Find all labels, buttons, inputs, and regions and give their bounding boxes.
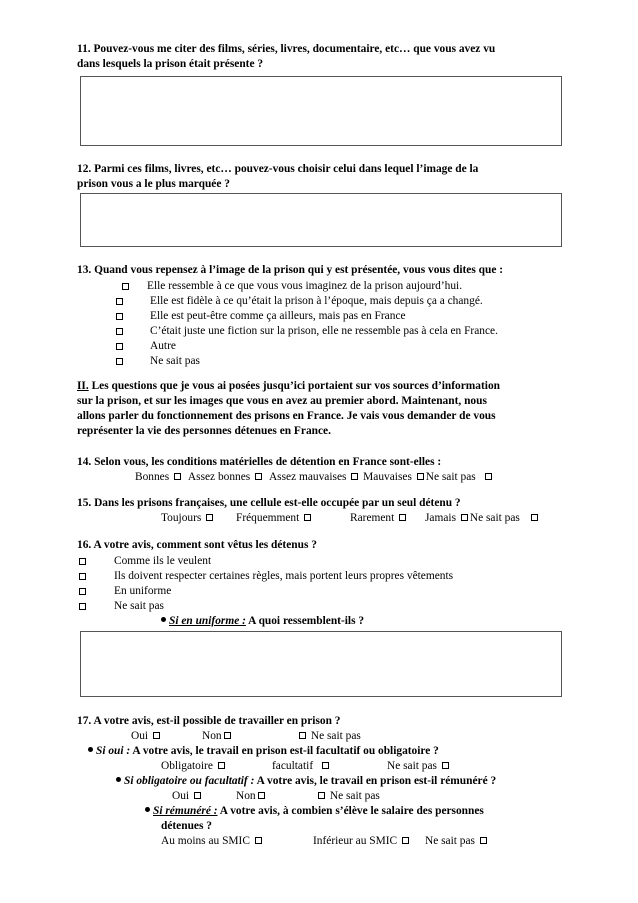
q17-sub2-option-3[interactable]: Ne sait pas: [316, 789, 380, 804]
checkbox-icon[interactable]: [79, 588, 86, 595]
checkbox-icon[interactable]: [461, 514, 468, 521]
checkbox-icon[interactable]: [116, 313, 123, 320]
q16-answer-box[interactable]: [80, 631, 562, 697]
bullet-icon: [88, 747, 93, 752]
checkbox-icon[interactable]: [442, 762, 449, 769]
q14-option-2[interactable]: Assez bonnes: [188, 471, 264, 483]
section2-line2: sur la prison, et sur les images que vous en avez au premier abord. Maintenant, nous: [77, 395, 487, 407]
q17-title: 17. A votre avis, est-il possible de travailler en prison ?: [77, 715, 341, 727]
q15-option-3[interactable]: Rarement: [350, 511, 408, 526]
q17-sub3-option-1[interactable]: Au moins au SMIC: [161, 834, 264, 849]
q17-option-1[interactable]: Oui: [131, 729, 162, 744]
q15-option-1[interactable]: Toujours: [161, 511, 215, 526]
q17-sub1-option-3[interactable]: Ne sait pas: [387, 759, 451, 774]
checkbox-icon[interactable]: [255, 473, 262, 480]
q17-sub1-option-2[interactable]: facultatif: [272, 759, 331, 774]
questionnaire-page: 11. Pouvez-vous me citer des films, séries, livres, documentaire, etc… que vous avez vu dans lesquels la prison était présente ? 12. Parmi ces films, livres, etc… pouvez-vous choisir celui dans lequel l’image de la prison vous a le plus marquée ? 13. Quand vous repensez à l’image de la prison qui y est présentée, vous vous dites que : Elle ressemble à ce que vous vous imaginez de la prison aujourd’hui. Elle est fidèle à ce qu’était la prison à l’époque, mais depuis ça a changé. Elle est peut-être comme ça ailleurs, mais pas en France C’était juste une fiction sur la prison, elle ne ressemble pas à cela en France. Autre Ne sait pas II. Les questions que je vous ai posées jusqu’ici portaient sur vos sources d’information sur la prison, et sur les images que vous en avez au premier abord. Maintenant, nous allons parler du fonctionnement des prisons en France. Je vais vous demander de vous représenter la vie des personnes détenues en France. 14. Selon vous, les conditions matérielles de détention en France sont-elles : Bonnes Assez bonnes Assez mauvaises Mauvaises Ne sait pas 15. Dans les prisons françaises, une cellule est-elle occupée par un seul détenu ? Toujours Fréquemment Rarement Jamais Ne sait pas 16. A votre avis, comment sont vêtus les détenus ? Comme ils le veulent Ils doivent respecter certaines règles, mais portent leurs propres vêtements En uniforme Ne sait pas Si en uniforme : A quoi ressemblent-ils ? 17. A votre avis, est-il possible de travailler en prison ? Oui Non Ne sait pas Si oui : A votre avis, le travail en prison est-il facultatif ou obligatoire ? Obligatoire facultatif Ne sait pas Si obligatoire ou facultatif : A votre avis, le travail en prison est-il rémunéré ? Oui Non Ne sait pas Si rémunéré : A votre avis, à combien s’élève le salaire des personnes détenues ? Au moins au SMIC Inférieur au SMIC Ne sait pas: [0, 0, 638, 903]
checkbox-icon[interactable]: [116, 358, 123, 365]
q15-option-2[interactable]: Fréquemment: [236, 511, 313, 526]
checkbox-icon[interactable]: [218, 762, 225, 769]
checkbox-icon[interactable]: [480, 837, 487, 844]
checkbox-icon[interactable]: [351, 473, 358, 480]
checkbox-icon[interactable]: [299, 732, 306, 739]
checkbox-icon[interactable]: [417, 473, 424, 480]
checkbox-icon[interactable]: [116, 343, 123, 350]
section2-line3: allons parler du fonctionnement des prisons en France. Je vais vous demander de vous: [77, 410, 496, 422]
q17-sub3-line2: détenues ?: [161, 820, 212, 832]
q17-sub1-option-1[interactable]: Obligatoire: [161, 759, 227, 774]
q16-title: 16. A votre avis, comment sont vêtus les détenus ?: [77, 539, 317, 551]
checkbox-icon[interactable]: [206, 514, 213, 521]
checkbox-icon[interactable]: [79, 603, 86, 610]
bullet-icon: [145, 807, 150, 812]
q14-option-4[interactable]: Mauvaises: [363, 471, 426, 483]
bullet-icon: [116, 777, 121, 782]
checkbox-icon[interactable]: [79, 558, 86, 565]
q17-sub3: Si rémunéré : A votre avis, à combien s’élève le salaire des personnes: [145, 804, 484, 819]
checkbox-icon[interactable]: [122, 283, 129, 290]
checkbox-icon[interactable]: [116, 298, 123, 305]
q17-option-2[interactable]: Non: [202, 729, 233, 744]
q14-option-5[interactable]: Ne sait pas: [426, 471, 494, 483]
q17-sub2-option-1[interactable]: Oui: [172, 789, 203, 804]
checkbox-icon[interactable]: [485, 473, 492, 480]
checkbox-icon[interactable]: [322, 762, 329, 769]
checkbox-icon[interactable]: [399, 514, 406, 521]
section2-line1: II. Les questions que je vous ai posées jusqu’ici portaient sur vos sources d’information: [77, 380, 500, 392]
q14-title: 14. Selon vous, les conditions matérielles de détention en France sont-elles :: [77, 456, 442, 468]
q14-option-3[interactable]: Assez mauvaises: [269, 471, 360, 483]
q11-answer-box[interactable]: [80, 76, 562, 146]
checkbox-icon[interactable]: [224, 732, 231, 739]
checkbox-icon[interactable]: [258, 792, 265, 799]
q16-subquestion: Si en uniforme : A quoi ressemblent-ils ?: [161, 614, 364, 629]
checkbox-icon[interactable]: [304, 514, 311, 521]
q15-option-4[interactable]: Jamais Ne sait pas: [425, 511, 540, 526]
q14-options: [135, 470, 494, 485]
checkbox-icon[interactable]: [116, 328, 123, 335]
q12-line2: prison vous a le plus marquée ?: [77, 178, 230, 190]
checkbox-icon[interactable]: [153, 732, 160, 739]
section2-line4: représenter la vie des personnes détenues en France.: [77, 425, 331, 437]
checkbox-icon[interactable]: [194, 792, 201, 799]
q12-answer-box[interactable]: [80, 193, 562, 247]
q17-sub2-option-2[interactable]: Non: [236, 789, 267, 804]
q17-sub1: Si oui : A votre avis, le travail en prison est-il facultatif ou obligatoire ?: [88, 744, 439, 759]
checkbox-icon[interactable]: [255, 837, 262, 844]
checkbox-icon[interactable]: [79, 573, 86, 580]
q17-sub3-option-2[interactable]: Inférieur au SMIC: [313, 834, 411, 849]
q11-line2: dans lesquels la prison était présente ?: [77, 58, 264, 70]
q15-title: 15. Dans les prisons françaises, une cellule est-elle occupée par un seul détenu ?: [77, 497, 461, 509]
q17-option-3[interactable]: Ne sait pas: [297, 729, 361, 744]
checkbox-icon[interactable]: [531, 514, 538, 521]
bullet-icon: [161, 617, 166, 622]
q17-sub3-option-3[interactable]: Ne sait pas: [425, 834, 489, 849]
q13-title: 13. Quand vous repensez à l’image de la prison qui y est présentée, vous vous dites que :: [77, 264, 504, 276]
checkbox-icon[interactable]: [402, 837, 409, 844]
checkbox-icon[interactable]: [174, 473, 181, 480]
q12-line1: 12. Parmi ces films, livres, etc… pouvez-vous choisir celui dans lequel l’image de la: [77, 163, 479, 175]
checkbox-icon[interactable]: [318, 792, 325, 799]
q11-line1: 11. Pouvez-vous me citer des films, séries, livres, documentaire, etc… que vous avez vu: [77, 43, 496, 55]
q17-sub2: Si obligatoire ou facultatif : A votre avis, le travail en prison est-il rémunéré ?: [116, 774, 496, 789]
q14-option-1[interactable]: Bonnes: [135, 471, 183, 483]
